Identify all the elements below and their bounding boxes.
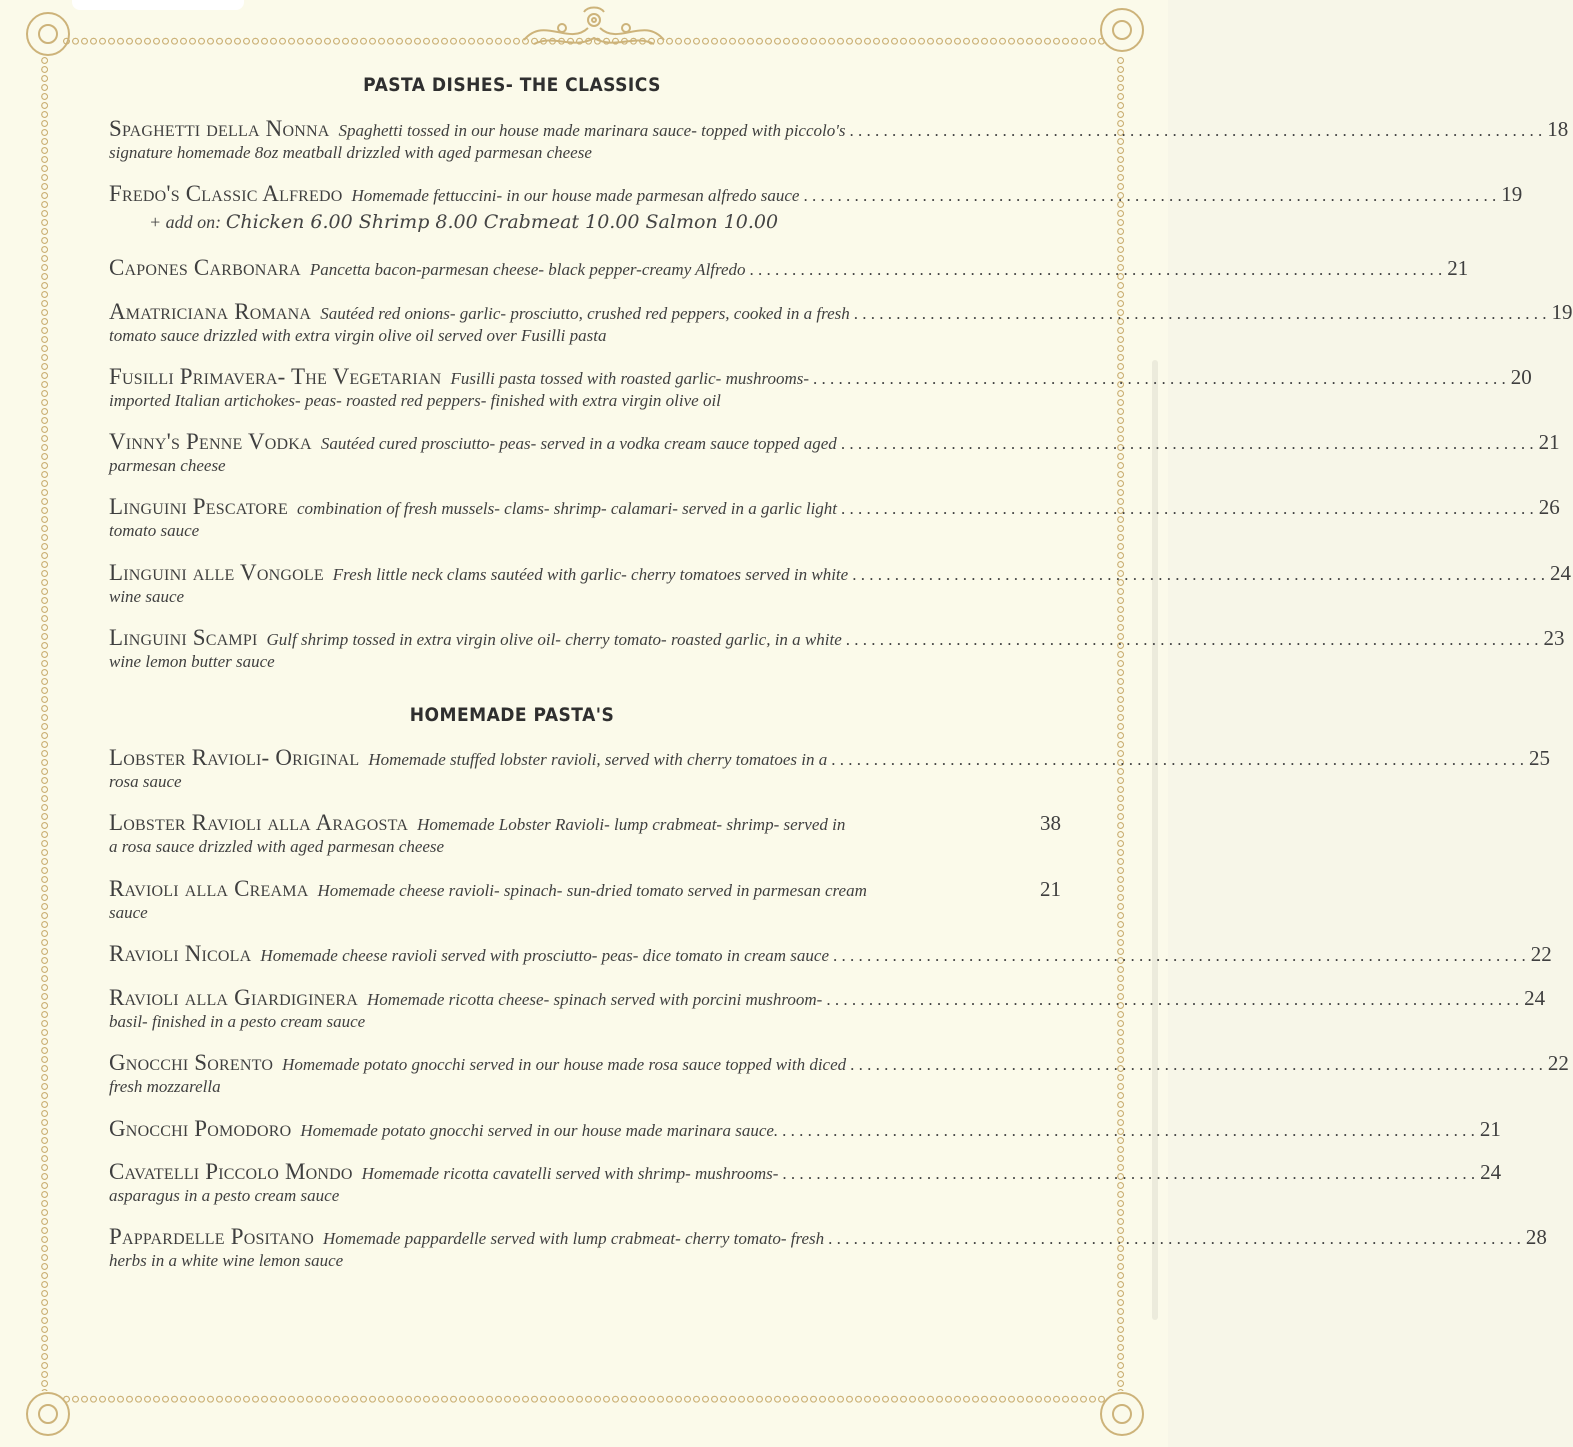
menu-item-description-cont: rosa sauce xyxy=(109,772,182,791)
ornamental-border-left xyxy=(38,56,50,1391)
menu-item-price: 22 xyxy=(1547,1051,1569,1075)
leader-dots xyxy=(833,946,1526,966)
ornamental-border-bottom xyxy=(62,1392,1106,1404)
menu-item-description: Homemade ricotta cheese- spinach served with porcini mushroom- xyxy=(367,990,823,1009)
corner-flourish-top-left xyxy=(26,12,70,56)
menu-item-description-cont: tomato sauce xyxy=(109,521,200,540)
menu-item xyxy=(109,364,1532,411)
menu-item-description: Sautéed cured prosciutto- peas- served in a vodka cream sauce topped aged xyxy=(320,434,837,453)
menu-item xyxy=(109,1224,1547,1271)
menu-item xyxy=(109,116,1569,163)
leader-dots xyxy=(828,1229,1521,1249)
menu-item xyxy=(109,494,1560,541)
menu-item-description: Sautéed red onions- garlic- prosciutto, crushed red peppers, cooked in a fresh xyxy=(320,304,850,323)
menu-item-name: Amatriciana Romana xyxy=(109,299,312,324)
menu-item-description: Homemade stuffed lobster ravioli, served with cherry tomatoes in a xyxy=(368,750,828,769)
leader-dots xyxy=(813,369,1506,389)
menu-item-description: Fresh little neck clams sautéed with garlic- cherry tomatoes served in white xyxy=(332,565,849,584)
menu-item-description-cont: wine lemon butter sauce xyxy=(109,652,275,671)
menu-item xyxy=(109,625,1565,672)
menu-item-price: 21 xyxy=(1447,256,1469,280)
menu-item-price: 26 xyxy=(1538,495,1560,519)
menu-item-name: Cavatelli Piccolo Mondo xyxy=(109,1159,353,1184)
menu-item-price: 20 xyxy=(1510,365,1532,389)
leader-dots xyxy=(750,260,1443,280)
menu-item-name: Ravioli alla Giardiginera xyxy=(109,985,359,1010)
menu-item-name: Vinny's Penne Vodka xyxy=(109,429,312,454)
menu-item-name: Ravioli alla Creama xyxy=(109,876,309,901)
leader-dots xyxy=(826,990,1519,1010)
leader-dots xyxy=(782,1164,1475,1184)
menu-item-name: Ravioli Nicola xyxy=(109,941,252,966)
menu-item-description: Homemade cheese ravioli- spinach- sun-dried tomato served in parmesan cream xyxy=(317,881,867,900)
menu-item-price: 38 xyxy=(1040,811,1061,835)
menu-item xyxy=(109,1159,1502,1206)
leader-dots xyxy=(849,121,1542,141)
add-on-prefix: + add on: xyxy=(149,212,222,232)
section-title-homemade: HOMEMADE PASTA'S xyxy=(409,704,615,726)
menu-item-description-cont: asparagus in a pesto cream sauce xyxy=(109,1186,340,1205)
menu-item xyxy=(109,876,1061,923)
menu-item-description-cont: a rosa sauce drizzled with aged parmesan cheese xyxy=(109,837,445,856)
corner-flourish-top-right xyxy=(1100,8,1144,52)
menu-item-description-cont: signature homemade 8oz meatball drizzled with aged parmesan cheese xyxy=(109,143,592,162)
menu-item-price: 24 xyxy=(1480,1160,1502,1184)
menu-item-price: 19 xyxy=(1551,300,1573,324)
menu-item-name: Linguini Pescatore xyxy=(109,494,289,519)
menu-item xyxy=(109,181,1523,234)
menu-item-price: 21 xyxy=(1538,430,1560,454)
menu-item-description: Homemade ricotta cavatelli served with shrimp- mushrooms- xyxy=(361,1164,779,1183)
leader-dots xyxy=(831,750,1524,770)
menu-item-name: Fusilli Primavera- The Vegetarian xyxy=(109,364,442,389)
menu-item-price: 19 xyxy=(1501,182,1523,206)
menu-item-price: 28 xyxy=(1525,1225,1547,1249)
leader-dots xyxy=(803,186,1496,206)
menu-item-name: Capones Carbonara xyxy=(109,255,301,280)
menu-item-description-cont: imported Italian artichokes- peas- roasted red peppers- finished with extra virgin olive oil xyxy=(109,391,721,410)
ornamental-border-right xyxy=(1114,56,1126,1391)
menu-item-price: 25 xyxy=(1529,746,1550,770)
menu-item-description: Homemade Lobster Ravioli- lump crabmeat- shrimp- served in xyxy=(417,815,846,834)
menu-item-price: 21 xyxy=(1479,1117,1501,1141)
leader-dots xyxy=(846,630,1539,650)
menu-item-name: Spaghetti della Nonna xyxy=(109,116,330,141)
menu-item-name: Linguini Scampi xyxy=(109,625,258,650)
menu-item-name: Linguini alle Vongole xyxy=(109,560,324,585)
add-on-options xyxy=(149,211,1061,234)
leader-dots xyxy=(782,1121,1475,1141)
leader-dots xyxy=(852,565,1545,585)
menu-item-price: 18 xyxy=(1547,117,1569,141)
menu-item-description: Gulf shrimp tossed in extra virgin olive oil- cherry tomato- roasted garlic, in a white xyxy=(266,630,842,649)
corner-flourish-bottom-right xyxy=(1100,1392,1144,1436)
menu-item xyxy=(109,985,1546,1032)
menu-item-description: Pancetta bacon-parmesan cheese- black pepper-creamy Alfredo xyxy=(309,260,746,279)
menu-item-price: 24 xyxy=(1549,561,1571,585)
menu-item-price: 23 xyxy=(1543,626,1565,650)
menu-item-description: Homemade pappardelle served with lump crabmeat- cherry tomato- fresh xyxy=(323,1229,825,1248)
menu-item-description-cont: wine sauce xyxy=(109,587,185,606)
menu-item-description-cont: parmesan cheese xyxy=(109,456,226,475)
menu-item-description-cont: sauce xyxy=(109,903,148,922)
menu-item-description: Homemade cheese ravioli served with prosciutto- peas- dice tomato in cream sauce xyxy=(260,946,829,965)
menu-item-description-cont: herbs in a white wine lemon sauce xyxy=(109,1251,344,1270)
section-title-classics: PASTA DISHES- THE CLASSICS xyxy=(363,74,661,96)
menu-item xyxy=(109,745,1550,792)
add-on-items: Chicken 6.00 Shrimp 8.00 Crabmeat 10.00 Salmon 10.00 xyxy=(225,211,779,233)
menu-item-name: Gnocchi Sorento xyxy=(109,1050,274,1075)
menu-item-price: 22 xyxy=(1530,942,1552,966)
menu-item-name: Lobster Ravioli- Original xyxy=(109,745,360,770)
top-center-ornament xyxy=(514,6,674,52)
corner-flourish-bottom-left xyxy=(26,1392,70,1436)
menu-item xyxy=(109,255,1469,281)
leader-dots xyxy=(850,1055,1543,1075)
menu-item-description: Homemade potato gnocchi served in our house made rosa sauce topped with diced xyxy=(282,1055,847,1074)
menu-item xyxy=(109,941,1552,967)
menu-item xyxy=(109,429,1560,476)
menu-item xyxy=(109,299,1573,346)
menu-item-description-cont: basil- finished in a pesto cream sauce xyxy=(109,1012,366,1031)
menu-item-description: Fusilli pasta tossed with roasted garlic- mushrooms- xyxy=(450,369,810,388)
menu-item xyxy=(109,560,1571,607)
menu-item-price: 24 xyxy=(1524,986,1546,1010)
menu-item-name: Gnocchi Pomodoro xyxy=(109,1116,292,1141)
menu-item-name: Pappardelle Positano xyxy=(109,1224,315,1249)
leader-dots xyxy=(841,434,1534,454)
menu-item xyxy=(109,1116,1501,1142)
menu-item-description: Homemade potato gnocchi served in our house made marinara sauce. xyxy=(300,1121,779,1140)
menu-item-description: Spaghetti tossed in our house made marinara sauce- topped with piccolo's xyxy=(338,121,846,140)
leader-dots xyxy=(841,499,1534,519)
menu-item xyxy=(109,1050,1569,1097)
menu-item-description-cont: tomato sauce drizzled with extra virgin olive oil served over Fusilli pasta xyxy=(109,326,607,345)
menu-item-name: Lobster Ravioli alla Aragosta xyxy=(109,810,409,835)
menu-item-name: Fredo's Classic Alfredo xyxy=(109,181,343,206)
menu-item xyxy=(109,810,1061,857)
leader-dots xyxy=(854,304,1547,324)
menu-item-description: combination of fresh mussels- clams- shrimp- calamari- served in a garlic light xyxy=(297,499,838,518)
top-tab xyxy=(72,0,244,10)
menu-item-price: 21 xyxy=(1040,877,1061,901)
menu-item-description: Homemade fettuccini- in our house made parmesan alfredo sauce xyxy=(351,186,800,205)
menu-item-description-cont: fresh mozzarella xyxy=(109,1077,221,1096)
